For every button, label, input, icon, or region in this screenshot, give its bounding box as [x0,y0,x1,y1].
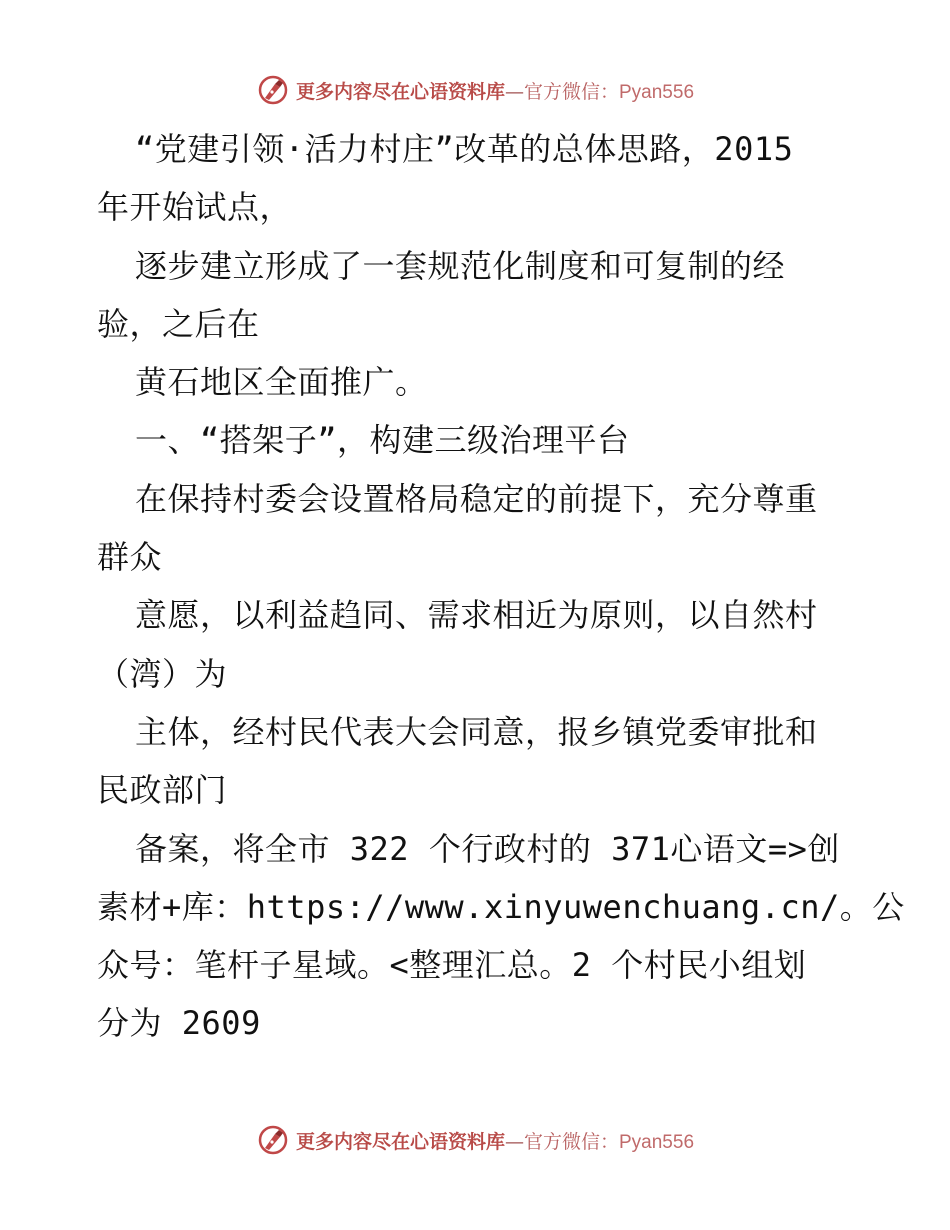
text-line: 民政部门 [97,771,228,810]
header-separator: — [504,80,524,103]
text-line: 众号：笔杆子星域。<整理汇总。2 个村民小组划 [97,946,807,985]
text-line: 群众 [97,538,163,577]
text-line: “党建引领·活力村庄”改革的总体思路，2015 [135,130,794,168]
text-line: 备案，将全市 322 个行政村的 371心语文=>创 [135,829,840,868]
footer-brand: 更多内容尽在心语资料库 [295,1130,505,1153]
text-line: 意愿，以利益趋同、需求相近为原则，以自然村 [135,596,818,635]
footer-text [296,1127,694,1154]
text-line: （湾）为 [97,654,228,693]
footer-wechat-label: 官方微信： [523,1130,619,1153]
text-line: 主体，经村民代表大会同意，报乡镇党委审批和 [135,712,818,751]
header-wechat-label: 官方微信： [523,80,619,103]
document-body [97,120,905,1053]
header-banner [0,70,950,110]
section-heading: 一、“搭架子”，构建三级治理平台 [135,421,630,460]
text-line: 在保持村委会设置格局稳定的前提下，充分尊重 [135,479,818,518]
header-text [296,77,694,104]
text-line: 验，之后在 [97,304,260,343]
text-line: 黄石地区全面推广。 [135,363,428,402]
text-line: 分为 2609 [97,1004,261,1043]
footer-separator: — [504,1130,524,1153]
text-line: 年开始试点， [97,188,293,227]
text-line: 素材+库：https://www.xinyuwenchuang.cn/。公 [97,887,905,926]
pen-nib-logo-icon [256,73,290,107]
header-brand: 更多内容尽在心语资料库 [295,80,505,103]
text-line: 逐步建立形成了一套规范化制度和可复制的经 [135,246,786,285]
header-wechat-id: Pyan556 [619,81,695,103]
footer-wechat-id: Pyan556 [619,1131,695,1153]
footer-banner [0,1120,950,1160]
footer-banner-inner [256,1123,694,1157]
header-banner-inner [256,73,694,107]
pen-nib-logo-icon [256,1123,290,1157]
